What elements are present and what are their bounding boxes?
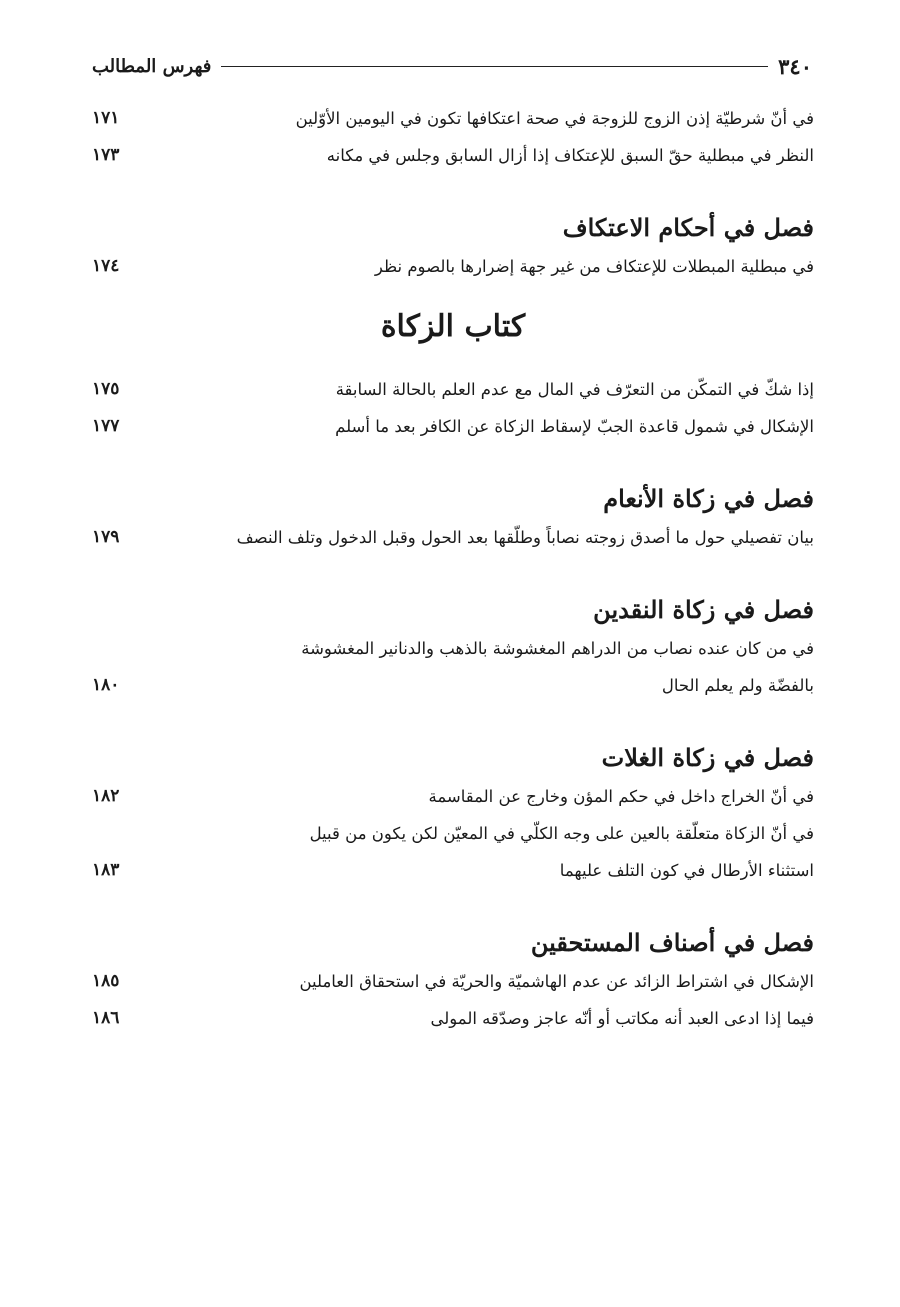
- entry-text-line: في أنّ الزكاة متعلّقة بالعين على وجه الكلّي في المعيّن لكن يكون من قبيل: [309, 824, 814, 843]
- entry-text: الإشكال في شمول قاعدة الجبّ لإسقاط الزكاة عن الكافر بعد ما أسلم: [335, 417, 814, 436]
- page-number: ٣٤٠: [778, 53, 812, 79]
- index-section-recipients: [92, 923, 814, 1037]
- index-entry: [92, 630, 814, 704]
- entry-text: [310, 815, 814, 889]
- entry-text: في مبطلية المبطلات للإعتكاف من غير جهة إضرارها بالصوم نظر: [374, 257, 814, 276]
- entry-page: ١٨٥: [92, 971, 120, 991]
- section-heading: فصل في أحكام الاعتكاف: [562, 213, 814, 242]
- entry-page: ١٨٣: [92, 860, 120, 880]
- section-heading: فصل في زكاة الأنعام: [603, 484, 814, 513]
- section-heading: فصل في زكاة النقدين: [593, 595, 814, 624]
- entry-page: ١٨٠: [92, 675, 120, 695]
- entry-text: فيما إذا ادعى العبد أنه مكاتب أو أنّه عاجز وصدّقه المولى: [430, 1009, 814, 1028]
- index-entry: [92, 408, 814, 445]
- entry-text: النظر في مبطلية حقّ السبق للإعتكاف إذا أزال السابق وجلس في مكانه: [326, 146, 814, 165]
- index-entry: [92, 963, 814, 1000]
- section-heading: فصل في أصناف المستحقين: [530, 928, 814, 957]
- index-entry: [92, 137, 814, 174]
- entry-text: بيان تفصيلي حول ما أصدق زوجته نصاباً وطلّقها بعد الحول وقبل الدخول وتلف النصف: [236, 528, 814, 547]
- entry-page: ١٧٣: [92, 145, 120, 165]
- entry-text: الإشكال في اشتراط الزائد عن عدم الهاشميّة والحريّة في استحقاق العاملين: [299, 972, 814, 991]
- running-title: فهرس المطالب: [92, 55, 212, 77]
- entry-page: ١٧٥: [92, 379, 120, 399]
- entry-page: ١٧١: [92, 108, 120, 128]
- entry-text: [301, 630, 814, 704]
- index-section-livestock: [92, 479, 814, 556]
- section-heading: فصل في زكاة الغلات: [601, 743, 814, 772]
- entry-text-line: في من كان عنده نصاب من الدراهم المغشوشة بالذهب والدنانير المغشوشة: [301, 639, 814, 658]
- index-section-itikaf-rulings: [92, 208, 814, 285]
- entry-page: ١٧٩: [92, 527, 120, 547]
- index-entry: [92, 778, 814, 815]
- index-content: [92, 100, 814, 1037]
- running-header: [92, 52, 812, 80]
- index-section-crops: [92, 738, 814, 889]
- index-entry: [92, 248, 814, 285]
- index-entry: [92, 1000, 814, 1037]
- entry-text-line: بالفضّة ولم يعلم الحال: [661, 676, 814, 695]
- entry-page: ١٨٦: [92, 1008, 120, 1028]
- index-group-continued: [92, 100, 814, 174]
- index-entry: [92, 371, 814, 408]
- index-entry: [92, 519, 814, 556]
- header-rule: [221, 66, 768, 67]
- entry-text: إذا شكّ في التمكّن من التعرّف في المال مع عدم العلم بالحالة السابقة: [335, 380, 814, 399]
- index-book-zakat: [92, 303, 814, 445]
- index-section-currency: [92, 590, 814, 704]
- entry-page: ١٧٧: [92, 416, 120, 436]
- entry-page: ١٧٤: [92, 256, 120, 276]
- entry-text: في أنّ شرطيّة إذن الزوج للزوجة في صحة اعتكافها تكون في اليومين الأوّلين: [295, 109, 814, 128]
- entry-text: في أنّ الخراج داخل في حكم المؤن وخارج عن المقاسمة: [428, 787, 814, 806]
- entry-page: ١٨٢: [92, 786, 120, 806]
- index-entry: [92, 815, 814, 889]
- book-heading: كتاب الزكاة: [380, 309, 526, 344]
- index-entry: [92, 100, 814, 137]
- entry-text-line: استثناء الأرطال في كون التلف عليهما: [559, 861, 814, 880]
